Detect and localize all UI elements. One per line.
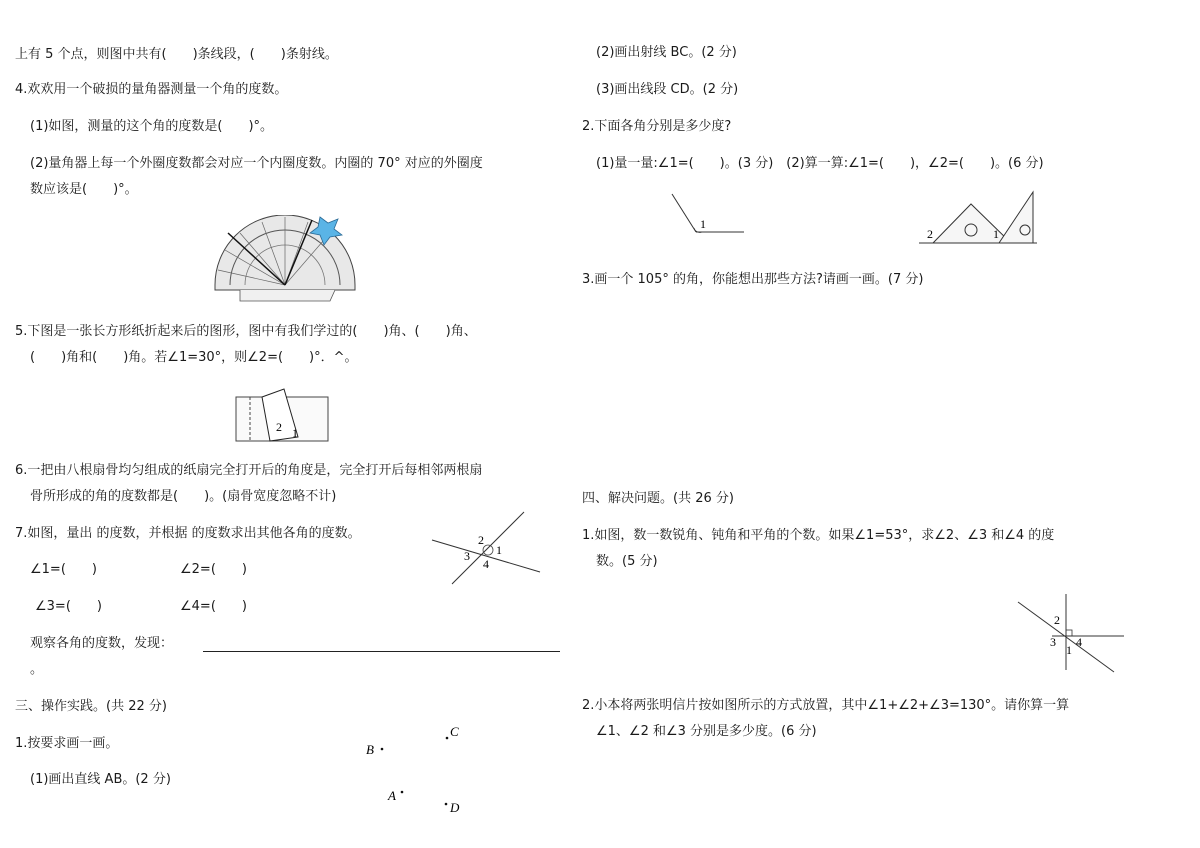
right-question-3: 3.画一个 105° 的角，你能想出那些方法?请画一画。(7 分): [582, 272, 924, 287]
obtuse-angle-figure: [660, 190, 750, 245]
triangle-angle-2-label: 2: [927, 227, 933, 241]
question-6-line-2: 骨所形成的角的度数都是( )。(扇骨宽度忽略不计): [30, 489, 337, 504]
fold-angle-1-label: 1: [292, 426, 298, 440]
fill-in-line-points: 上有 5 个点，则图中共有( )条线段，( )条射线。: [15, 47, 338, 62]
question-4-title: 4.欢欢用一个破损的量角器测量一个角的度数。: [15, 82, 288, 97]
section-4-heading: 四、解决问题。(共 26 分): [582, 491, 734, 506]
answer-angle-3: ∠3=( ): [35, 599, 102, 614]
perp-angle-4-label: 4: [1076, 635, 1082, 649]
question-4-part-2-line-2: 数应该是( )°。: [30, 182, 138, 197]
observation-prompt: 观察各角的度数，发现：: [30, 636, 174, 651]
draw-ray-bc: (2)画出射线 BC。(2 分): [596, 45, 737, 60]
section-3-question-1: 1.按要求画一画。: [15, 736, 119, 751]
section-3-heading: 三、操作实践。(共 22 分): [15, 699, 167, 714]
section-4-question-2-line-1: 2.小本将两张明信片按如图所示的方式放置，其中∠1+∠2+∠3=130°。请你算一算: [582, 698, 1070, 713]
observation-end-mark: 。: [30, 662, 44, 677]
folded-paper-figure: [232, 385, 332, 445]
intersecting-lines-figure: [428, 508, 543, 588]
section-4-question-1-line-2: 数。(5 分): [596, 554, 658, 569]
section-3-question-1-part-1: (1)画出直线 AB。(2 分): [30, 772, 171, 787]
question-7-title: 7.如图，量出 的度数，并根据 的度数求出其他各角的度数。: [15, 526, 361, 541]
answer-angle-1: ∠1=( ): [30, 562, 97, 577]
perp-angle-1-label: 1: [1066, 643, 1072, 657]
question-6-line-1: 6.一把由八根扇骨均匀组成的纸扇完全打开后的角度是，完全打开后每相邻两根扇: [15, 463, 483, 478]
set-squares-figure: [915, 188, 1040, 248]
point-c-label: C: [450, 724, 459, 739]
answer-angle-2: ∠2=( ): [180, 562, 247, 577]
points-abcd-figure: [360, 718, 470, 818]
draw-segment-cd: (3)画出线段 CD。(2 分): [596, 82, 739, 97]
question-4-part-1: (1)如图，测量的这个角的度数是( )°。: [30, 119, 274, 134]
cross-angle-2-label: 2: [478, 533, 484, 547]
cross-angle-4-label: 4: [483, 557, 489, 571]
question-5-line-2: ( )角和( )角。若∠1=30°，则∠2=( )°．^。: [30, 350, 358, 365]
cross-angle-1-label: 1: [496, 543, 502, 557]
point-b-label: B: [366, 742, 374, 757]
angle-1-label: 1: [700, 217, 706, 231]
triangle-angle-1-label: 1: [993, 227, 999, 241]
point-a-label: A: [388, 788, 396, 803]
cross-angle-3-label: 3: [464, 549, 470, 563]
section-4-question-2-line-2: ∠1、∠2 和∠3 分别是多少度。(6 分): [596, 724, 817, 739]
broken-protractor-figure: [210, 215, 360, 305]
right-question-2-title: 2.下面各角分别是多少度?: [582, 119, 732, 134]
point-d-label: D: [450, 800, 460, 815]
perpendicular-lines-figure: [1012, 590, 1127, 675]
section-4-question-1-line-1: 1.如图，数一数锐角、钝角和平角的个数。如果∠1=53°，求∠2、∠3 和∠4 的度: [582, 528, 1055, 543]
question-5-line-1: 5.下图是一张长方形纸折起来后的图形，图中有我们学过的( )角、( )角、: [15, 324, 477, 339]
right-question-2-line: (1)量一量:∠1=( )。(3 分) (2)算一算:∠1=( )，∠2=( )。(6 分): [596, 156, 1044, 171]
answer-angle-4: ∠4=( ): [180, 599, 247, 614]
observation-answer-line[interactable]: [203, 651, 560, 652]
fold-angle-2-label: 2: [276, 420, 282, 434]
perp-angle-2-label: 2: [1054, 613, 1060, 627]
question-4-part-2-line-1: (2)量角器上每一个外圈度数都会对应一个内圈度数。内圈的 70° 对应的外圈度: [30, 156, 483, 171]
perp-angle-3-label: 3: [1050, 635, 1056, 649]
